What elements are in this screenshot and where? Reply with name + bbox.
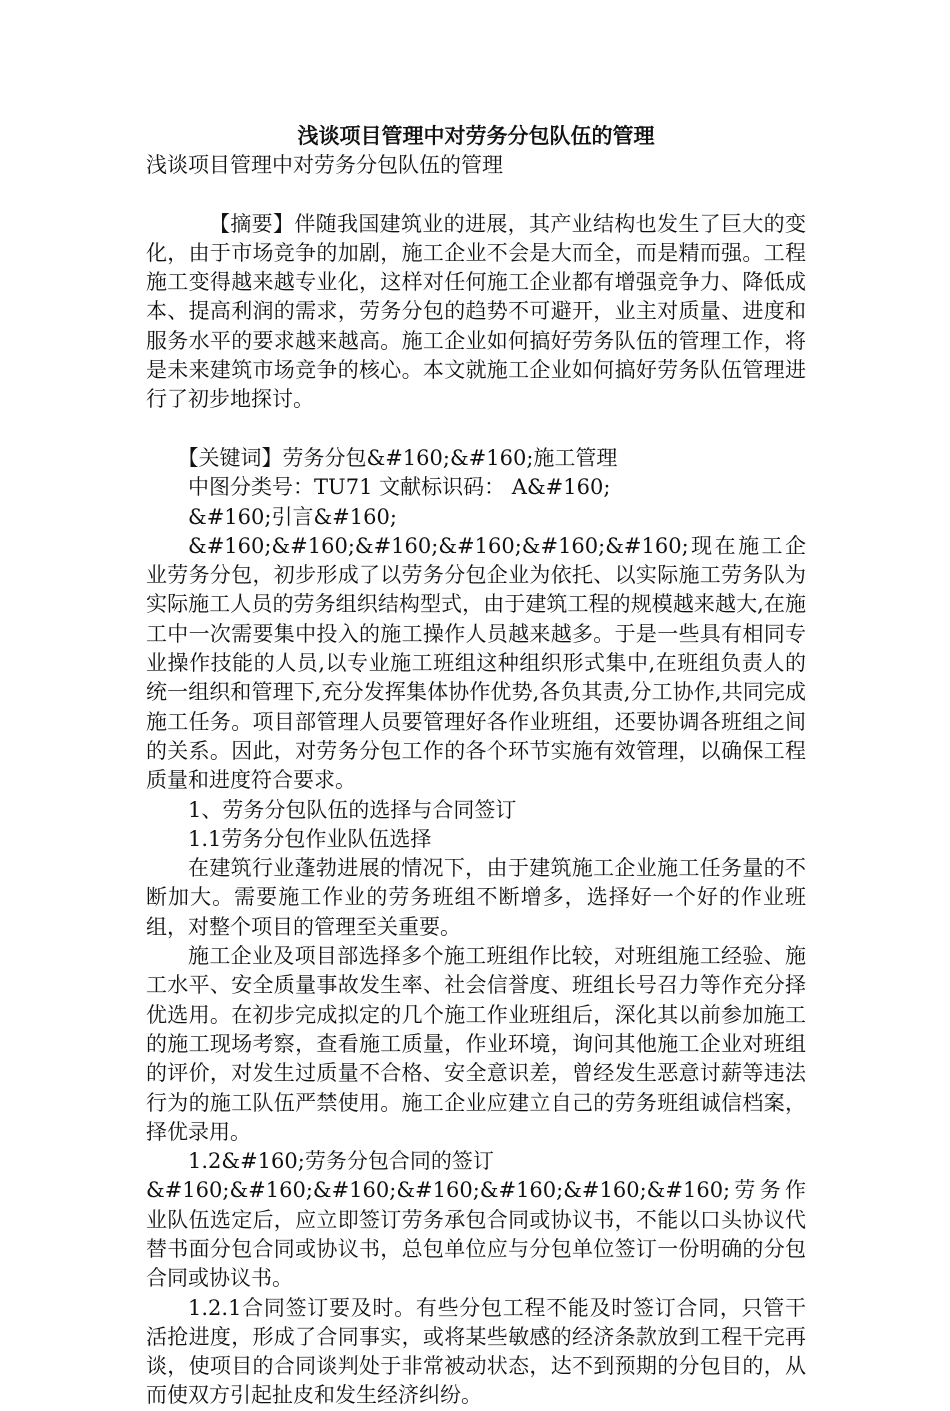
document-subtitle: 浅谈项目管理中对劳务分包队伍的管理	[146, 153, 503, 177]
body-paragraph: 在建筑行业蓬勃进展的情况下，由于建筑施工企业施工任务量的不断加大。需要施工作业的劳务班组不断增多，选择好一个好的作业班组，对整个项目的管理至关重要。	[146, 856, 806, 939]
document-page	[146, 120, 806, 1411]
body-paragraph: &#160;&#160;&#160;&#160;&#160;&#160;&#160;劳务作业队伍选定后，应立即签订劳务承包合同或协议书，不能以口头协议代替书面分包合同或协议书，总包单位应与分包单位签订一份明确的分包合同或协议书。	[146, 1178, 806, 1291]
intro-heading: &#160;引言&#160;	[188, 504, 397, 529]
document-title: 浅谈项目管理中对劳务分包队伍的管理	[297, 123, 655, 148]
classification-line: 中图分类号：TU71 文献标识码： A&#160;	[188, 475, 611, 500]
intro-paragraph: &#160;&#160;&#160;&#160;&#160;&#160;现在施工企业劳务分包，初步形成了以劳务分包企业为依托、以实际施工劳务队为实际施工人员的劳务组织结构型式，由于建筑工程的规模越来越大,在施工中一次需要集中投入的施工操作人员越来越多。于是一些具有相同专业操作技能的人员,以专业施工班组这种组织形式集中,在班组负责人的统一组织和管理下,充分发挥集体协作优势,各负其责,分工协作,共同完成施工任务。项目部管理人员要管理好各作业班组，还要协调各班组之间的关系。因此，对劳务分包工作的各个环节实施有效管理，以确保工程质量和进度符合要求。	[146, 533, 806, 793]
keywords-line: 【关键词】劳务分包&#160;&#160;施工管理	[177, 445, 618, 470]
abstract-paragraph: 【摘要】伴随我国建筑业的进展，其产业结构也发生了巨大的变化，由于市场竞争的加剧，施工企业不会是大而全，而是精而强。工程施工变得越来越专业化，这样对任何施工企业都有增强竞争力、降低成本、提高利润的需求，劳务分包的趋势不可避开，业主对质量、进度和服务水平的要求越来越高。施工企业如何搞好劳务队伍的管理工作，将是未来建筑市场竞争的核心。本文就施工企业如何搞好劳务队伍管理进行了初步地探讨。	[146, 211, 806, 412]
section-heading-1-2: 1.2&#160;劳务分包合同的签订	[188, 1149, 494, 1174]
section-heading-1-1: 1.1劳务分包作业队伍选择	[188, 826, 432, 851]
blank-line	[146, 180, 806, 209]
body-paragraph: 1.2.1合同签订要及时。有些分包工程不能及时签订合同，只管干活抢进度，形成了合同事实，或将某些敏感的经济条款放到工程干完再谈，使项目的合同谈判处于非常被动状态，达不到预期的分包目的，从而使双方引起扯皮和发生经济纠纷。	[146, 1295, 806, 1408]
body-paragraph: 施工企业及项目部选择多个施工班组作比较，对班组施工经验、施工水平、安全质量事故发生率、社会信誉度、班组长号召力等作充分择优选用。在初步完成拟定的几个施工作业班组后，深化其以前参加施工的施工现场考察，查看施工质量，作业环境，询问其他施工企业对班组的评价，对发生过质量不合格、安全意识差，曾经发生恶意讨薪等违法行为的施工队伍严禁使用。施工企业应建立自己的劳务班组诚信档案，择优录用。	[146, 944, 806, 1144]
section-heading-1: 1、劳务分包队伍的选择与合同签订	[188, 797, 517, 822]
blank-line	[146, 415, 806, 444]
